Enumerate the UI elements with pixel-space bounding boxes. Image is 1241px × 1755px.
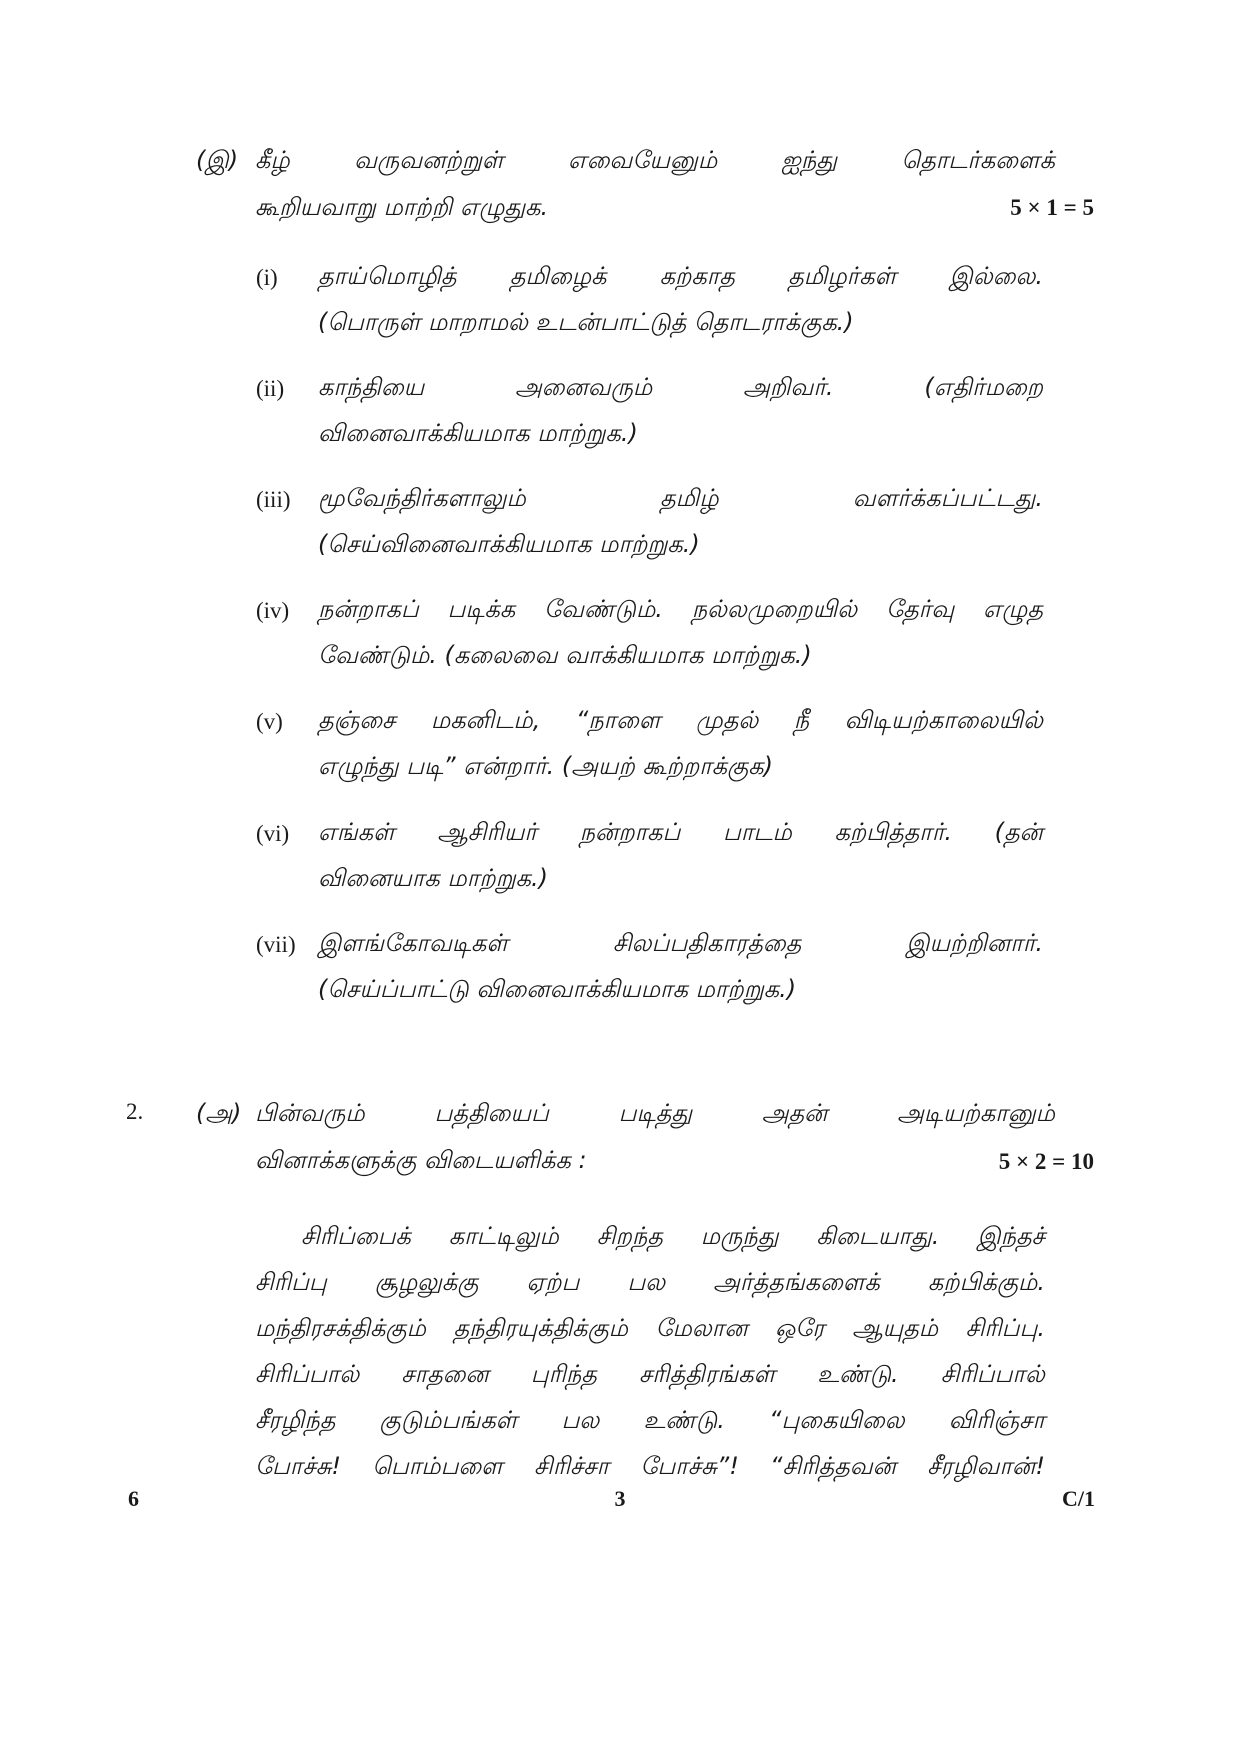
word: சிரிப்பால் (255, 1360, 360, 1388)
word: கற்பித்தார். (834, 818, 953, 846)
question-marks: 5 × 2 = 10 (998, 1149, 1094, 1174)
word: நன்றாகப் (579, 818, 681, 846)
item-line2: (செய்ப்பாட்டு வினைவாக்கியமாக மாற்றுக.) (318, 975, 797, 1003)
word: பாடம் (723, 818, 792, 846)
word: விடியற்காலையில் (844, 706, 1043, 734)
word: இளங்கோவடிகள் (318, 929, 509, 957)
word: சிரிச்சா (534, 1452, 610, 1480)
word: சிரிப்பால் (940, 1360, 1045, 1388)
word: குடும்பங்கள் (379, 1406, 518, 1434)
word: தமிழ் (659, 484, 719, 512)
word: அனைவரும் (515, 373, 653, 401)
word: முதல் (696, 706, 759, 734)
item-line1 (318, 929, 1043, 960)
word: இல்லை. (949, 262, 1043, 290)
word: சீரழிவான்! (927, 1452, 1045, 1480)
word: அர்த்தங்களைக் (713, 1268, 880, 1296)
word: படிக்க (447, 595, 516, 623)
passage-line (255, 1268, 1045, 1299)
word: படித்து (618, 1099, 693, 1127)
word: எவையேனும் (567, 146, 718, 174)
word: மருந்து (700, 1222, 779, 1250)
word: வளர்க்கப்பட்டது. (852, 484, 1043, 512)
word: சீரழிந்த (255, 1406, 336, 1434)
item-number: (ii) (256, 376, 285, 401)
item-number: (vi) (256, 821, 290, 846)
word: சிரிப்பு (255, 1268, 327, 1296)
word: “சிரித்தவன் (770, 1452, 897, 1480)
question-instruction-line1 (255, 1099, 1055, 1130)
word: புரிந்த (530, 1360, 597, 1388)
word: மந்திரசக்திக்கும் (255, 1314, 426, 1342)
section-marks: 5 × 1 = 5 (1010, 195, 1094, 220)
word: இயற்றினார். (906, 929, 1043, 957)
word: நீ (793, 706, 810, 734)
item-number: (iv) (256, 598, 290, 623)
word: சாதனை (401, 1360, 489, 1388)
word: தேர்வு (885, 595, 955, 623)
question-number: 2. (126, 1099, 144, 1124)
word: தமிழர்கள் (788, 262, 897, 290)
word: ஆயுதம் (852, 1314, 939, 1342)
word: வருவனற்றுள் (354, 146, 504, 174)
question-instruction-line2: வினாக்களுக்கு விடையளிக்க : (255, 1146, 587, 1174)
word: பின்வரும் (255, 1099, 365, 1127)
passage-line (255, 1360, 1045, 1391)
item-line1 (318, 818, 1043, 849)
word: கற்காத (659, 262, 735, 290)
word: வேண்டும். (544, 595, 663, 623)
word: (எதிர்மறை (924, 373, 1043, 401)
page-number: 3 (614, 1486, 626, 1511)
word: உண்டு. (817, 1360, 899, 1388)
word: இந்தச் (977, 1222, 1045, 1250)
item-number: (vii) (256, 932, 296, 957)
word: ஒரே (775, 1314, 825, 1342)
item-line1 (318, 373, 1043, 404)
word: மூவேந்திர்களாலும் (318, 484, 526, 512)
word: பல (561, 1406, 600, 1434)
word: மேலான (655, 1314, 748, 1342)
word: அதன் (761, 1099, 828, 1127)
word: சரித்திரங்கள் (638, 1360, 776, 1388)
word: தமிழைக் (509, 262, 607, 290)
section-label: (இ) (196, 146, 239, 174)
item-line2: வினையாக மாற்றுக.) (318, 864, 548, 892)
footer-code: C/1 (1062, 1486, 1095, 1511)
passage-line (255, 1452, 1045, 1483)
item-line1 (318, 484, 1043, 515)
word: எங்கள் (318, 818, 395, 846)
word: “புகையிலை (769, 1406, 905, 1434)
item-number: (v) (256, 709, 283, 734)
word: சிறந்த (596, 1222, 663, 1250)
word: தந்திரயுக்திக்கும் (453, 1314, 628, 1342)
word: ஐந்து (781, 146, 838, 174)
word: போச்சு! (255, 1452, 342, 1480)
word: அறிவர். (743, 373, 834, 401)
item-line2: (செய்வினைவாக்கியமாக மாற்றுக.) (318, 530, 700, 558)
item-line2: வினைவாக்கியமாக மாற்றுக.) (318, 419, 638, 447)
word: சிரிப்பைக் (301, 1222, 411, 1250)
footer-left: 6 (128, 1486, 139, 1511)
item-line1 (318, 706, 1043, 737)
word: நன்றாகப் (318, 595, 419, 623)
passage-line (301, 1222, 1045, 1253)
word: தொடர்களைக் (901, 146, 1055, 174)
word: ஏற்ப (526, 1268, 580, 1296)
item-number: (i) (256, 265, 278, 290)
word: கீழ் (255, 146, 290, 174)
word: மகனிடம், (430, 706, 541, 734)
item-line2: வேண்டும். (கலைவை வாக்கியமாக மாற்றுக.) (318, 641, 812, 669)
word: சிலப்பதிகாரத்தை (612, 929, 802, 957)
item-line1 (318, 262, 1043, 293)
word: கற்பிக்கும். (927, 1268, 1045, 1296)
word: சூழலுக்கு (374, 1268, 479, 1296)
word: தஞ்சை (318, 706, 396, 734)
word: போச்சு”! (640, 1452, 739, 1480)
word: “நாளை (575, 706, 661, 734)
word: பல (627, 1268, 666, 1296)
word: அடியற்கானும் (897, 1099, 1055, 1127)
word: காட்டிலும் (448, 1222, 559, 1250)
word: பொம்பளை (372, 1452, 503, 1480)
word: சிரிப்பு. (965, 1314, 1045, 1342)
word: கிடையாது. (816, 1222, 940, 1250)
section-instruction-line2: கூறியவாறு மாற்றி எழுதுக. (255, 193, 549, 221)
word: (தன் (994, 818, 1043, 846)
word: விரிஞ்சா (948, 1406, 1045, 1434)
word: பத்தியைப் (434, 1099, 549, 1127)
word: உண்டு. (643, 1406, 725, 1434)
item-number: (iii) (256, 487, 291, 512)
item-line1 (318, 595, 1043, 626)
passage-line (255, 1314, 1045, 1345)
question-label: (அ) (196, 1099, 242, 1127)
item-line2: (பொருள் மாறாமல் உடன்பாட்டுத் தொடராக்குக.) (318, 308, 854, 336)
word: நல்லமுறையில் (691, 595, 858, 623)
item-line2: எழுந்து படி” என்றார். (அயற் கூற்றாக்குக) (318, 752, 774, 780)
word: ஆசிரியர் (437, 818, 537, 846)
section-instruction-line1 (255, 146, 1055, 177)
word: எழுத (982, 595, 1043, 623)
word: தாய்மொழித் (318, 262, 457, 290)
passage-line (255, 1406, 1045, 1437)
word: காந்தியை (318, 373, 425, 401)
